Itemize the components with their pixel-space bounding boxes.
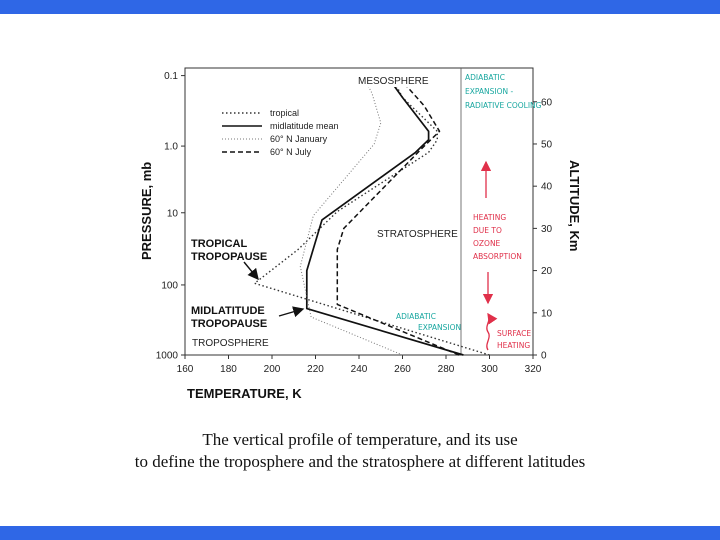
altitude-tick-label: 40 xyxy=(541,181,553,193)
x-tick-label: 240 xyxy=(350,364,368,375)
altitude-tick-label: 20 xyxy=(541,266,553,278)
altitude-tick-label: 10 xyxy=(541,308,553,320)
ozone-annotation-line2: DUE TO xyxy=(473,226,502,235)
tropical-tropopause-arrow xyxy=(244,262,258,279)
surface-heating-line2: HEATING xyxy=(497,341,531,350)
altitude-tick-label: 30 xyxy=(541,223,553,235)
altitude-axis-ticks xyxy=(533,97,553,361)
surface-heating-wavy-arrow xyxy=(487,314,489,350)
stratosphere-label: STRATOSPHERE xyxy=(377,229,458,240)
x-tick-label: 160 xyxy=(176,364,194,375)
x-tick-label: 260 xyxy=(394,364,411,375)
profile-line-1 xyxy=(307,76,464,355)
pressure-tick-label: 10 xyxy=(166,208,178,220)
pressure-axis-ticks xyxy=(156,71,185,361)
midlatitude-tropopause-label-line1: MIDLATITUDE xyxy=(191,305,265,317)
legend-label-60n-july: 60° N July xyxy=(270,147,312,157)
midlatitude-tropopause-arrow xyxy=(279,309,303,316)
ozone-annotation-line4: ABSORPTION xyxy=(473,252,522,261)
mesosphere-label: MESOSPHERE xyxy=(358,76,429,87)
ozone-annotation-line3: OZONE xyxy=(473,239,501,248)
altitude-axis-title: ALTITUDE, Km xyxy=(567,160,582,252)
x-tick-label: 300 xyxy=(481,364,498,375)
x-tick-label: 180 xyxy=(220,364,237,375)
meso-annotation-line2: EXPANSION - xyxy=(465,87,514,96)
surface-heating-line1: SURFACE xyxy=(497,329,532,338)
caption-line-2: to define the troposphere and the stratosphere at different latitudes xyxy=(134,452,586,471)
altitude-tick-label: 60 xyxy=(541,97,553,109)
x-axis-title: TEMPERATURE, K xyxy=(187,386,302,401)
altitude-tick-label: 0 xyxy=(541,350,547,362)
x-axis-ticks xyxy=(177,355,542,375)
legend xyxy=(222,108,339,157)
bottom-frame-bar xyxy=(0,526,720,540)
pressure-tick-label: 1.0 xyxy=(164,141,178,153)
caption-line-1: The vertical profile of temperature, and its use xyxy=(202,430,518,449)
x-tick-label: 220 xyxy=(307,364,324,375)
tropical-tropopause-label-line1: TROPICAL xyxy=(191,238,248,250)
tropical-tropopause-label-line2: TROPOPAUSE xyxy=(191,251,268,263)
tropo-adiabatic-line2: EXPANSION xyxy=(418,323,462,332)
x-tick-label: 200 xyxy=(263,364,281,375)
x-tick-label: 320 xyxy=(524,364,542,375)
legend-label-tropical: tropical xyxy=(270,108,300,118)
pressure-tick-label: 1000 xyxy=(155,350,178,362)
legend-label-60n-january: 60° N January xyxy=(270,134,328,144)
legend-label-midlatitude: midlatitude mean xyxy=(270,121,339,131)
troposphere-label: TROPOSPHERE xyxy=(192,338,269,349)
pressure-tick-label: 0.1 xyxy=(164,71,178,83)
midlatitude-tropopause-label-line2: TROPOPAUSE xyxy=(191,318,268,330)
altitude-tick-label: 50 xyxy=(541,139,553,151)
pressure-tick-label: 100 xyxy=(161,280,178,292)
meso-annotation-line1: ADIABATIC xyxy=(465,73,505,82)
meso-annotation-line3: RADIATIVE COOLING xyxy=(465,101,542,110)
x-tick-label: 280 xyxy=(437,364,455,375)
ozone-annotation-line1: HEATING xyxy=(473,213,507,222)
y-axis-title: PRESSURE, mb xyxy=(139,161,154,260)
tropo-adiabatic-line1: ADIABATIC xyxy=(396,312,436,321)
